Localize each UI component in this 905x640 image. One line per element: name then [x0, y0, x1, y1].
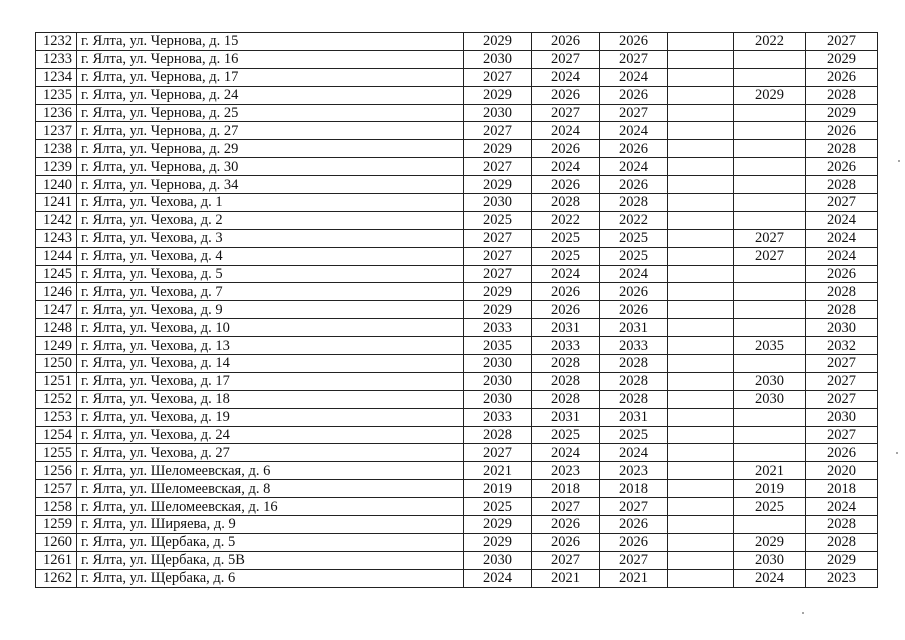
year-cell-5: 2024	[734, 569, 806, 587]
table-row	[36, 140, 878, 158]
table-row	[36, 444, 878, 462]
year-cell-3: 2021	[600, 569, 668, 587]
row-number-cell: 1252	[36, 390, 77, 408]
year-cell-2: 2027	[532, 551, 600, 569]
year-cell-6: 2024	[806, 247, 878, 265]
year-cell-4	[668, 355, 734, 373]
row-number-cell: 1249	[36, 337, 77, 355]
year-cell-6: 2028	[806, 301, 878, 319]
year-cell-1: 2030	[464, 372, 532, 390]
table-row	[36, 426, 878, 444]
year-cell-4	[668, 283, 734, 301]
row-number-cell: 1232	[36, 33, 77, 51]
scan-speck	[896, 452, 898, 454]
row-number-cell: 1260	[36, 533, 77, 551]
year-cell-4	[668, 229, 734, 247]
year-cell-3: 2031	[600, 319, 668, 337]
year-cell-1: 2029	[464, 516, 532, 534]
year-cell-2: 2026	[532, 176, 600, 194]
row-number-cell: 1262	[36, 569, 77, 587]
year-cell-4	[668, 301, 734, 319]
address-cell: г. Ялта, ул. Чернова, д. 17	[77, 68, 464, 86]
year-cell-3: 2023	[600, 462, 668, 480]
year-cell-5: 2027	[734, 229, 806, 247]
year-cell-3: 2024	[600, 68, 668, 86]
table-row	[36, 533, 878, 551]
address-cell: г. Ялта, ул. Чехова, д. 24	[77, 426, 464, 444]
year-cell-3: 2025	[600, 426, 668, 444]
row-number-cell: 1235	[36, 86, 77, 104]
year-cell-6: 2029	[806, 50, 878, 68]
address-cell: г. Ялта, ул. Чехова, д. 27	[77, 444, 464, 462]
year-cell-1: 2030	[464, 104, 532, 122]
table-row	[36, 86, 878, 104]
table-row	[36, 247, 878, 265]
year-cell-5	[734, 104, 806, 122]
year-cell-4	[668, 551, 734, 569]
year-cell-4	[668, 498, 734, 516]
year-cell-3: 2028	[600, 372, 668, 390]
row-number-cell: 1258	[36, 498, 77, 516]
year-cell-3: 2031	[600, 408, 668, 426]
table-row	[36, 50, 878, 68]
year-cell-2: 2027	[532, 498, 600, 516]
year-cell-5	[734, 516, 806, 534]
year-cell-1: 2029	[464, 283, 532, 301]
row-number-cell: 1239	[36, 158, 77, 176]
year-cell-4	[668, 480, 734, 498]
year-cell-2: 2024	[532, 68, 600, 86]
year-cell-6: 2032	[806, 337, 878, 355]
year-cell-6: 2028	[806, 176, 878, 194]
table-row	[36, 33, 878, 51]
year-cell-4	[668, 408, 734, 426]
year-cell-3: 2027	[600, 104, 668, 122]
year-cell-5	[734, 140, 806, 158]
year-cell-2: 2033	[532, 337, 600, 355]
year-cell-5	[734, 265, 806, 283]
row-number-cell: 1250	[36, 355, 77, 373]
year-cell-1: 2030	[464, 551, 532, 569]
year-cell-4	[668, 319, 734, 337]
year-cell-4	[668, 50, 734, 68]
address-cell: г. Ялта, ул. Чехова, д. 19	[77, 408, 464, 426]
year-cell-5: 2025	[734, 498, 806, 516]
table-row	[36, 551, 878, 569]
year-cell-6: 2024	[806, 498, 878, 516]
address-cell: г. Ялта, ул. Щербака, д. 5	[77, 533, 464, 551]
year-cell-4	[668, 372, 734, 390]
year-cell-1: 2029	[464, 86, 532, 104]
year-cell-2: 2025	[532, 426, 600, 444]
year-cell-3: 2026	[600, 86, 668, 104]
year-cell-1: 2030	[464, 355, 532, 373]
year-cell-5: 2029	[734, 86, 806, 104]
year-cell-3: 2026	[600, 533, 668, 551]
year-cell-2: 2025	[532, 229, 600, 247]
row-number-cell: 1246	[36, 283, 77, 301]
year-cell-2: 2027	[532, 50, 600, 68]
address-cell: г. Ялта, ул. Чехова, д. 5	[77, 265, 464, 283]
year-cell-5: 2030	[734, 372, 806, 390]
row-number-cell: 1234	[36, 68, 77, 86]
year-cell-5: 2029	[734, 533, 806, 551]
year-cell-5: 2019	[734, 480, 806, 498]
address-cell: г. Ялта, ул. Чехова, д. 3	[77, 229, 464, 247]
year-cell-5	[734, 68, 806, 86]
year-cell-1: 2029	[464, 301, 532, 319]
year-cell-6: 2027	[806, 355, 878, 373]
year-cell-5: 2030	[734, 390, 806, 408]
row-number-cell: 1254	[36, 426, 77, 444]
year-cell-2: 2022	[532, 211, 600, 229]
year-cell-2: 2026	[532, 86, 600, 104]
year-cell-1: 2033	[464, 408, 532, 426]
scan-speck	[802, 612, 804, 614]
year-cell-5	[734, 211, 806, 229]
year-cell-6: 2029	[806, 551, 878, 569]
row-number-cell: 1238	[36, 140, 77, 158]
year-cell-1: 2027	[464, 247, 532, 265]
year-cell-6: 2028	[806, 86, 878, 104]
year-cell-3: 2033	[600, 337, 668, 355]
table-row	[36, 301, 878, 319]
year-cell-1: 2019	[464, 480, 532, 498]
table-row	[36, 265, 878, 283]
year-cell-4	[668, 194, 734, 212]
year-cell-6: 2028	[806, 140, 878, 158]
address-cell: г. Ялта, ул. Щербака, д. 5В	[77, 551, 464, 569]
year-cell-2: 2031	[532, 408, 600, 426]
year-cell-1: 2021	[464, 462, 532, 480]
year-cell-3: 2026	[600, 33, 668, 51]
year-cell-2: 2028	[532, 355, 600, 373]
row-number-cell: 1243	[36, 229, 77, 247]
year-cell-5	[734, 444, 806, 462]
year-cell-2: 2028	[532, 372, 600, 390]
table-row	[36, 498, 878, 516]
year-cell-3: 2028	[600, 194, 668, 212]
year-cell-6: 2027	[806, 372, 878, 390]
year-cell-1: 2027	[464, 158, 532, 176]
year-cell-2: 2018	[532, 480, 600, 498]
year-cell-2: 2026	[532, 533, 600, 551]
table-row	[36, 355, 878, 373]
year-cell-2: 2026	[532, 33, 600, 51]
year-cell-1: 2027	[464, 265, 532, 283]
row-number-cell: 1255	[36, 444, 77, 462]
address-cell: г. Ялта, ул. Чехова, д. 14	[77, 355, 464, 373]
table-row	[36, 283, 878, 301]
address-cell: г. Ялта, ул. Чернова, д. 34	[77, 176, 464, 194]
year-cell-5	[734, 319, 806, 337]
year-cell-2: 2028	[532, 194, 600, 212]
year-cell-6: 2028	[806, 516, 878, 534]
year-cell-3: 2026	[600, 283, 668, 301]
year-cell-1: 2030	[464, 194, 532, 212]
year-cell-4	[668, 122, 734, 140]
year-cell-5	[734, 283, 806, 301]
address-cell: г. Ялта, ул. Чехова, д. 9	[77, 301, 464, 319]
year-cell-3: 2018	[600, 480, 668, 498]
table-row	[36, 68, 878, 86]
year-cell-4	[668, 462, 734, 480]
year-cell-3: 2027	[600, 498, 668, 516]
year-cell-5	[734, 158, 806, 176]
year-cell-1: 2029	[464, 33, 532, 51]
year-cell-3: 2027	[600, 551, 668, 569]
row-number-cell: 1248	[36, 319, 77, 337]
address-cell: г. Ялта, ул. Чехова, д. 1	[77, 194, 464, 212]
year-cell-1: 2030	[464, 50, 532, 68]
year-cell-1: 2027	[464, 229, 532, 247]
year-cell-1: 2027	[464, 444, 532, 462]
year-cell-5	[734, 301, 806, 319]
year-cell-2: 2024	[532, 158, 600, 176]
year-cell-6: 2026	[806, 265, 878, 283]
address-cell: г. Ялта, ул. Чехова, д. 4	[77, 247, 464, 265]
address-cell: г. Ялта, ул. Чернова, д. 30	[77, 158, 464, 176]
year-cell-1: 2024	[464, 569, 532, 587]
year-cell-5	[734, 176, 806, 194]
row-number-cell: 1253	[36, 408, 77, 426]
table-row	[36, 390, 878, 408]
year-cell-3: 2024	[600, 265, 668, 283]
table-row	[36, 462, 878, 480]
schedule-table	[35, 32, 878, 588]
year-cell-6: 2018	[806, 480, 878, 498]
year-cell-2: 2025	[532, 247, 600, 265]
year-cell-4	[668, 516, 734, 534]
row-number-cell: 1237	[36, 122, 77, 140]
year-cell-3: 2026	[600, 301, 668, 319]
address-cell: г. Ялта, ул. Чехова, д. 10	[77, 319, 464, 337]
year-cell-3: 2028	[600, 355, 668, 373]
year-cell-4	[668, 140, 734, 158]
year-cell-4	[668, 390, 734, 408]
year-cell-6: 2026	[806, 444, 878, 462]
year-cell-5	[734, 408, 806, 426]
year-cell-4	[668, 68, 734, 86]
row-number-cell: 1261	[36, 551, 77, 569]
year-cell-2: 2024	[532, 265, 600, 283]
year-cell-4	[668, 337, 734, 355]
year-cell-4	[668, 569, 734, 587]
year-cell-4	[668, 533, 734, 551]
year-cell-6: 2020	[806, 462, 878, 480]
table-row	[36, 569, 878, 587]
row-number-cell: 1245	[36, 265, 77, 283]
year-cell-6: 2028	[806, 533, 878, 551]
year-cell-2: 2023	[532, 462, 600, 480]
year-cell-1: 2029	[464, 533, 532, 551]
year-cell-1: 2028	[464, 426, 532, 444]
year-cell-3: 2026	[600, 176, 668, 194]
year-cell-6: 2029	[806, 104, 878, 122]
year-cell-2: 2021	[532, 569, 600, 587]
year-cell-4	[668, 86, 734, 104]
year-cell-3: 2024	[600, 158, 668, 176]
year-cell-5	[734, 355, 806, 373]
address-cell: г. Ялта, ул. Чернова, д. 25	[77, 104, 464, 122]
address-cell: г. Ялта, ул. Шеломеевская, д. 16	[77, 498, 464, 516]
address-cell: г. Ялта, ул. Шеломеевская, д. 8	[77, 480, 464, 498]
year-cell-4	[668, 247, 734, 265]
table-row	[36, 319, 878, 337]
year-cell-6: 2023	[806, 569, 878, 587]
table-row	[36, 480, 878, 498]
year-cell-2: 2024	[532, 444, 600, 462]
row-number-cell: 1240	[36, 176, 77, 194]
year-cell-5: 2035	[734, 337, 806, 355]
year-cell-1: 2027	[464, 122, 532, 140]
year-cell-3: 2024	[600, 122, 668, 140]
address-cell: г. Ялта, ул. Чехова, д. 13	[77, 337, 464, 355]
year-cell-5: 2027	[734, 247, 806, 265]
scan-speck	[898, 160, 900, 162]
year-cell-2: 2027	[532, 104, 600, 122]
year-cell-6: 2026	[806, 68, 878, 86]
year-cell-2: 2026	[532, 283, 600, 301]
year-cell-6: 2030	[806, 319, 878, 337]
address-cell: г. Ялта, ул. Чехова, д. 18	[77, 390, 464, 408]
year-cell-4	[668, 211, 734, 229]
year-cell-1: 2030	[464, 390, 532, 408]
year-cell-6: 2027	[806, 33, 878, 51]
year-cell-3: 2026	[600, 140, 668, 158]
year-cell-6: 2024	[806, 211, 878, 229]
year-cell-6: 2030	[806, 408, 878, 426]
year-cell-6: 2026	[806, 158, 878, 176]
table-row	[36, 122, 878, 140]
row-number-cell: 1233	[36, 50, 77, 68]
year-cell-1: 2029	[464, 140, 532, 158]
address-cell: г. Ялта, ул. Ширяева, д. 9	[77, 516, 464, 534]
address-cell: г. Ялта, ул. Шеломеевская, д. 6	[77, 462, 464, 480]
address-cell: г. Ялта, ул. Чернова, д. 15	[77, 33, 464, 51]
year-cell-3: 2028	[600, 390, 668, 408]
year-cell-3: 2022	[600, 211, 668, 229]
table-row	[36, 337, 878, 355]
table-body	[36, 33, 878, 588]
year-cell-4	[668, 444, 734, 462]
row-number-cell: 1257	[36, 480, 77, 498]
year-cell-1: 2027	[464, 68, 532, 86]
year-cell-1: 2025	[464, 211, 532, 229]
year-cell-4	[668, 158, 734, 176]
address-cell: г. Ялта, ул. Чернова, д. 27	[77, 122, 464, 140]
table-row	[36, 104, 878, 122]
address-cell: г. Ялта, ул. Чернова, д. 29	[77, 140, 464, 158]
year-cell-1: 2033	[464, 319, 532, 337]
year-cell-4	[668, 426, 734, 444]
year-cell-1: 2035	[464, 337, 532, 355]
year-cell-2: 2031	[532, 319, 600, 337]
table-row	[36, 194, 878, 212]
address-cell: г. Ялта, ул. Чернова, д. 24	[77, 86, 464, 104]
year-cell-3: 2025	[600, 247, 668, 265]
year-cell-6: 2027	[806, 194, 878, 212]
row-number-cell: 1247	[36, 301, 77, 319]
row-number-cell: 1241	[36, 194, 77, 212]
row-number-cell: 1256	[36, 462, 77, 480]
year-cell-1: 2025	[464, 498, 532, 516]
table-row	[36, 211, 878, 229]
year-cell-3: 2027	[600, 50, 668, 68]
year-cell-3: 2025	[600, 229, 668, 247]
table-row	[36, 408, 878, 426]
year-cell-6: 2027	[806, 426, 878, 444]
year-cell-5	[734, 122, 806, 140]
table-row	[36, 229, 878, 247]
year-cell-6: 2028	[806, 283, 878, 301]
year-cell-5	[734, 426, 806, 444]
year-cell-2: 2024	[532, 122, 600, 140]
year-cell-2: 2028	[532, 390, 600, 408]
year-cell-5	[734, 50, 806, 68]
table-row	[36, 158, 878, 176]
year-cell-2: 2026	[532, 516, 600, 534]
row-number-cell: 1236	[36, 104, 77, 122]
year-cell-5: 2022	[734, 33, 806, 51]
row-number-cell: 1242	[36, 211, 77, 229]
table-row	[36, 176, 878, 194]
year-cell-3: 2026	[600, 516, 668, 534]
year-cell-6: 2026	[806, 122, 878, 140]
year-cell-6: 2027	[806, 390, 878, 408]
year-cell-2: 2026	[532, 301, 600, 319]
year-cell-4	[668, 265, 734, 283]
year-cell-4	[668, 33, 734, 51]
year-cell-2: 2026	[532, 140, 600, 158]
year-cell-5: 2030	[734, 551, 806, 569]
address-cell: г. Ялта, ул. Щербака, д. 6	[77, 569, 464, 587]
address-cell: г. Ялта, ул. Чернова, д. 16	[77, 50, 464, 68]
year-cell-5: 2021	[734, 462, 806, 480]
address-cell: г. Ялта, ул. Чехова, д. 17	[77, 372, 464, 390]
row-number-cell: 1259	[36, 516, 77, 534]
year-cell-4	[668, 104, 734, 122]
row-number-cell: 1244	[36, 247, 77, 265]
table-row	[36, 516, 878, 534]
year-cell-1: 2029	[464, 176, 532, 194]
year-cell-4	[668, 176, 734, 194]
address-cell: г. Ялта, ул. Чехова, д. 7	[77, 283, 464, 301]
row-number-cell: 1251	[36, 372, 77, 390]
year-cell-3: 2024	[600, 444, 668, 462]
table-row	[36, 372, 878, 390]
address-cell: г. Ялта, ул. Чехова, д. 2	[77, 211, 464, 229]
year-cell-6: 2024	[806, 229, 878, 247]
year-cell-5	[734, 194, 806, 212]
